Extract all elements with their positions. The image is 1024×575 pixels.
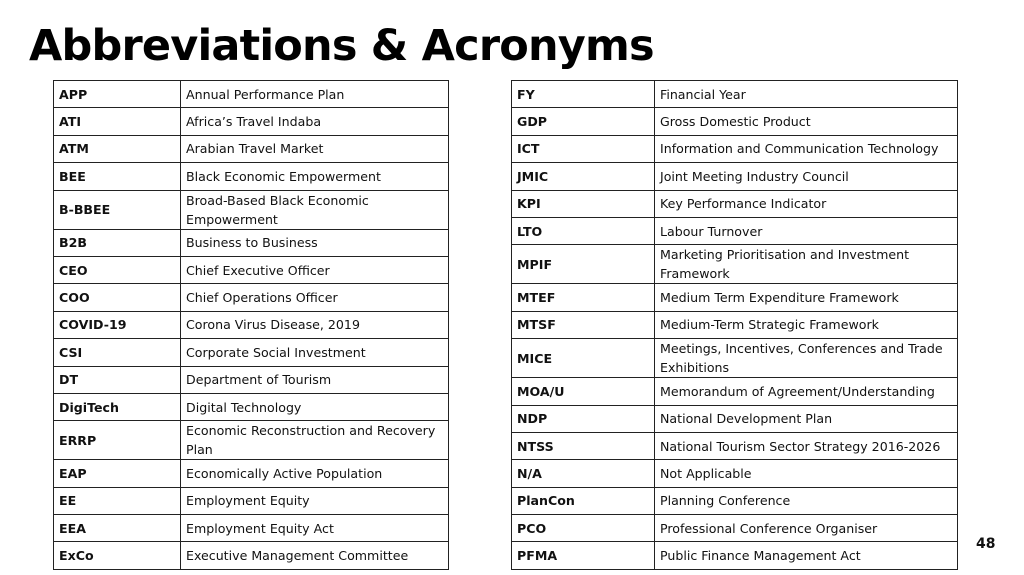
abbreviation-cell: B-BBEE — [54, 190, 181, 229]
meaning-cell: Medium-Term Strategic Framework — [655, 311, 958, 338]
table-row — [54, 339, 449, 366]
table-row — [512, 405, 958, 432]
abbreviation-cell: EE — [54, 487, 181, 514]
table-row — [54, 542, 449, 569]
meaning-cell: Marketing Prioritisation and Investment Framework — [655, 245, 958, 284]
abbreviation-cell: NTSS — [512, 432, 655, 459]
meaning-cell: Public Finance Management Act — [655, 542, 958, 569]
abbreviation-cell: B2B — [54, 229, 181, 256]
meaning-cell: Corporate Social Investment — [181, 339, 449, 366]
meaning-cell: Africa’s Travel Indaba — [181, 108, 449, 135]
table-row — [54, 190, 449, 229]
abbreviation-cell: GDP — [512, 108, 655, 135]
meaning-cell: Executive Management Committee — [181, 542, 449, 569]
abbreviation-cell: JMIC — [512, 163, 655, 190]
abbreviation-cell: ICT — [512, 135, 655, 162]
meaning-cell: Medium Term Expenditure Framework — [655, 284, 958, 311]
table-row — [54, 460, 449, 487]
meaning-cell: Financial Year — [655, 81, 958, 108]
meaning-cell: Chief Executive Officer — [181, 256, 449, 283]
meaning-cell: Information and Communication Technology — [655, 135, 958, 162]
meaning-cell: Digital Technology — [181, 393, 449, 420]
table-row — [512, 190, 958, 217]
abbreviation-cell: MICE — [512, 339, 655, 378]
table-row — [54, 135, 449, 162]
abbreviation-cell: CEO — [54, 256, 181, 283]
page-number: 48 — [976, 536, 996, 552]
table-row — [54, 487, 449, 514]
table-row — [512, 487, 958, 514]
table-row — [512, 245, 958, 284]
table-row — [54, 515, 449, 542]
abbreviation-cell: ATI — [54, 108, 181, 135]
table-row — [54, 81, 449, 108]
meaning-cell: Employment Equity — [181, 487, 449, 514]
table-row — [54, 366, 449, 393]
table-row — [54, 256, 449, 283]
abbreviation-cell: MOA/U — [512, 378, 655, 405]
table-row — [512, 81, 958, 108]
abbreviations-table-left — [53, 80, 449, 570]
meaning-cell: Annual Performance Plan — [181, 81, 449, 108]
meaning-cell: Key Performance Indicator — [655, 190, 958, 217]
table-row — [512, 217, 958, 244]
abbreviation-cell: EEA — [54, 515, 181, 542]
table-row — [54, 163, 449, 190]
table-row — [512, 339, 958, 378]
abbreviation-cell: LTO — [512, 217, 655, 244]
abbreviations-table-right — [511, 80, 958, 570]
meaning-cell: Joint Meeting Industry Council — [655, 163, 958, 190]
meaning-cell: Corona Virus Disease, 2019 — [181, 311, 449, 338]
table-row — [54, 311, 449, 338]
meaning-cell: Professional Conference Organiser — [655, 515, 958, 542]
meaning-cell: Meetings, Incentives, Conferences and Trade Exhibitions — [655, 339, 958, 378]
abbreviation-cell: MTSF — [512, 311, 655, 338]
abbreviation-cell: MPIF — [512, 245, 655, 284]
table-row — [512, 311, 958, 338]
table-row — [512, 515, 958, 542]
table-row — [54, 393, 449, 420]
abbreviation-cell: BEE — [54, 163, 181, 190]
table-row — [54, 421, 449, 460]
meaning-cell: Broad-Based Black Economic Empowerment — [181, 190, 449, 229]
table-row — [54, 284, 449, 311]
abbreviation-cell: APP — [54, 81, 181, 108]
abbreviation-cell: COO — [54, 284, 181, 311]
table-row — [512, 460, 958, 487]
abbreviation-cell: ATM — [54, 135, 181, 162]
meaning-cell: Department of Tourism — [181, 366, 449, 393]
left-table-body — [54, 81, 449, 570]
abbreviation-cell: COVID-19 — [54, 311, 181, 338]
meaning-cell: National Development Plan — [655, 405, 958, 432]
page-title: Abbreviations & Acronyms — [29, 21, 654, 71]
meaning-cell: Business to Business — [181, 229, 449, 256]
abbreviation-cell: N/A — [512, 460, 655, 487]
table-row — [512, 378, 958, 405]
abbreviation-cell: EAP — [54, 460, 181, 487]
table-row — [512, 284, 958, 311]
table-row — [512, 135, 958, 162]
meaning-cell: Planning Conference — [655, 487, 958, 514]
abbreviation-cell: MTEF — [512, 284, 655, 311]
table-row — [512, 432, 958, 459]
meaning-cell: Employment Equity Act — [181, 515, 449, 542]
meaning-cell: Gross Domestic Product — [655, 108, 958, 135]
meaning-cell: Memorandum of Agreement/Understanding — [655, 378, 958, 405]
abbreviation-cell: FY — [512, 81, 655, 108]
abbreviation-cell: PCO — [512, 515, 655, 542]
meaning-cell: Chief Operations Officer — [181, 284, 449, 311]
meaning-cell: Economic Reconstruction and Recovery Plan — [181, 421, 449, 460]
table-row — [512, 542, 958, 569]
abbreviation-cell: DT — [54, 366, 181, 393]
meaning-cell: Arabian Travel Market — [181, 135, 449, 162]
right-table-body — [512, 81, 958, 570]
table-row — [512, 163, 958, 190]
meaning-cell: Black Economic Empowerment — [181, 163, 449, 190]
abbreviation-cell: ERRP — [54, 421, 181, 460]
abbreviation-cell: KPI — [512, 190, 655, 217]
meaning-cell: Not Applicable — [655, 460, 958, 487]
abbreviation-cell: PFMA — [512, 542, 655, 569]
table-row — [512, 108, 958, 135]
abbreviation-cell: PlanCon — [512, 487, 655, 514]
meaning-cell: Labour Turnover — [655, 217, 958, 244]
table-row — [54, 229, 449, 256]
meaning-cell: National Tourism Sector Strategy 2016-2026 — [655, 432, 958, 459]
abbreviation-cell: NDP — [512, 405, 655, 432]
meaning-cell: Economically Active Population — [181, 460, 449, 487]
abbreviation-cell: DigiTech — [54, 393, 181, 420]
abbreviation-cell: CSI — [54, 339, 181, 366]
table-row — [54, 108, 449, 135]
abbreviation-cell: ExCo — [54, 542, 181, 569]
